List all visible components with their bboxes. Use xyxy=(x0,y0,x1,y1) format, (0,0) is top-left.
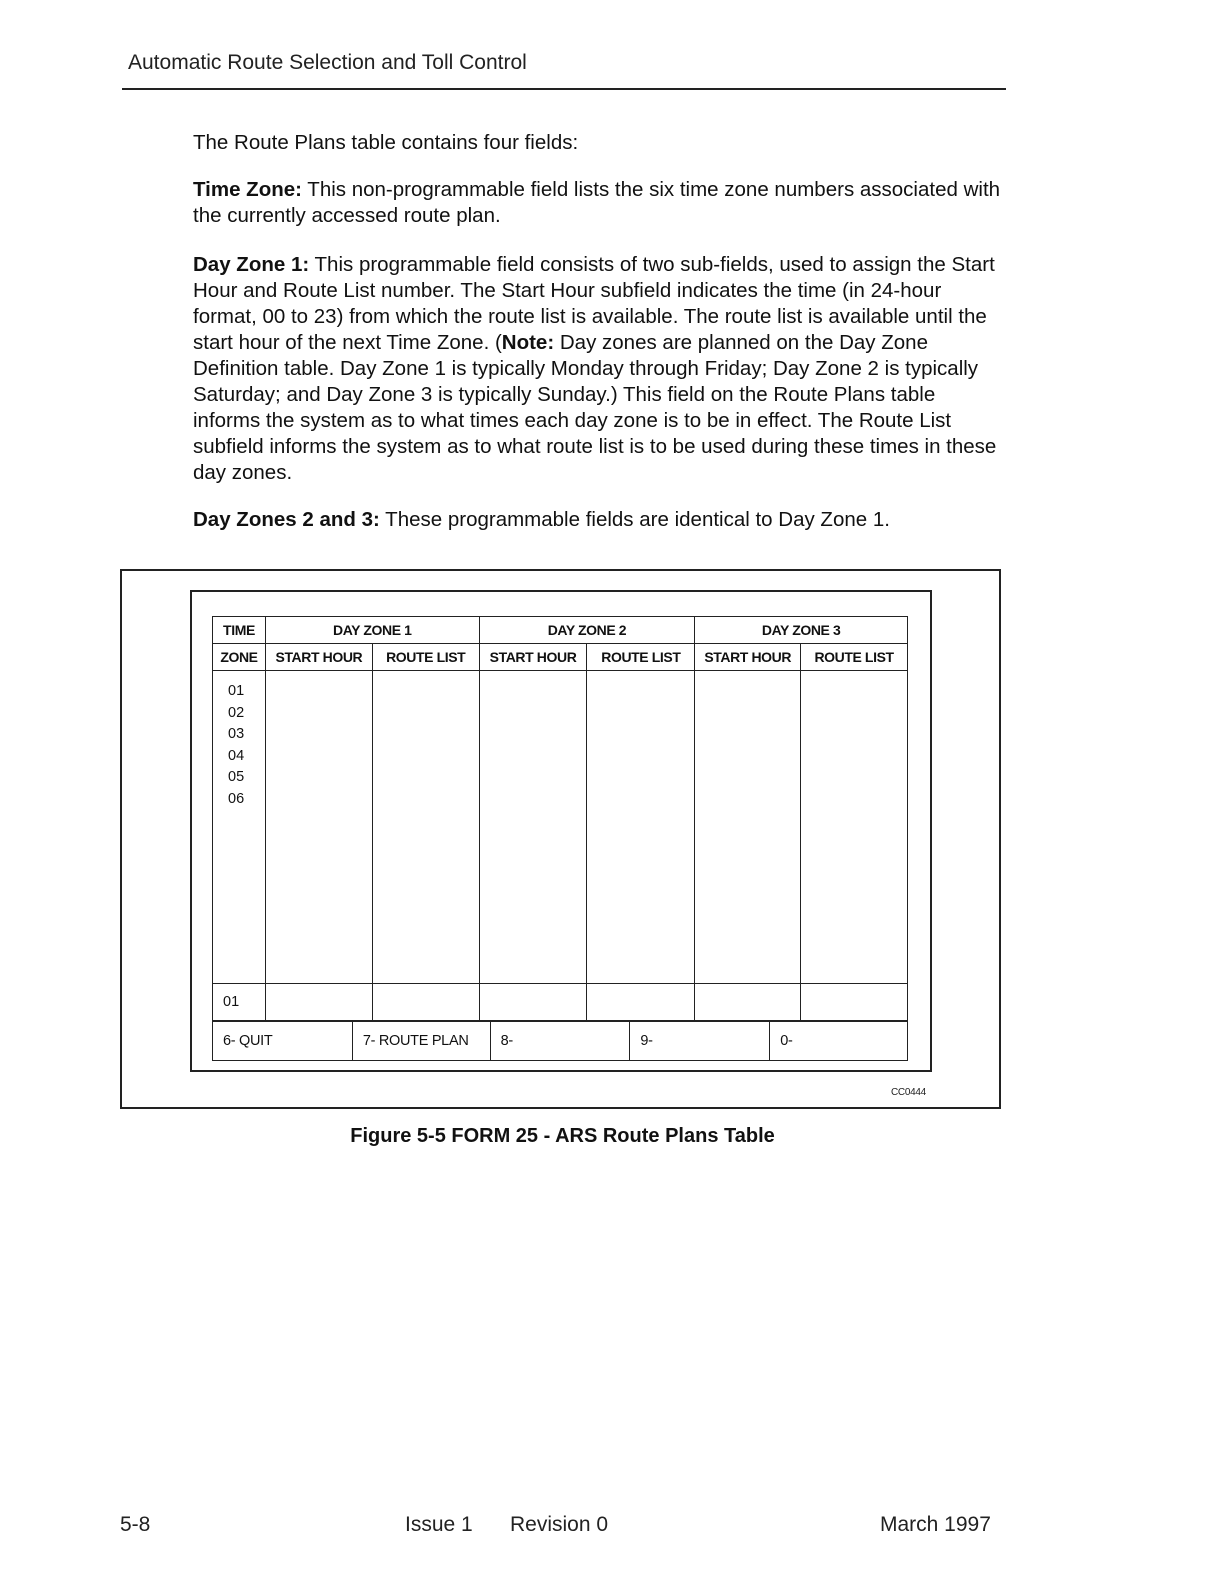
time-zone-paragraph xyxy=(193,177,1003,229)
day-zone-1-term: Day Zone 1: xyxy=(193,253,310,276)
figure-caption: Figure 5-5 FORM 25 - ARS Route Plans Table xyxy=(350,1125,775,1147)
dz1-start-hour-entry[interactable] xyxy=(265,984,372,1021)
time-zone-term: Time Zone: xyxy=(193,178,302,201)
header-row-1 xyxy=(213,617,908,644)
dz2-start-hour-header: START HOUR xyxy=(479,644,587,671)
dz3-start-hour-entry[interactable] xyxy=(695,984,801,1021)
publication-date: March 1997 xyxy=(880,1513,991,1536)
time-zone-item: 02 xyxy=(228,704,245,721)
time-zone-item: 01 xyxy=(228,683,245,699)
day-zone-1-description-a: This programmable field consists of two sub-fields, used to assign the Start Hour and Route List number. The Start Hour subfield indicates the time (in 24-hour format, 00 to 23) from which the route list is available. The route list is available until the start hour of the next Time Zone. ( xyxy=(193,253,995,354)
figure-code: CC0444 xyxy=(891,1087,926,1098)
zone-header: ZONE xyxy=(213,644,266,671)
running-header: Automatic Route Selection and Toll Control xyxy=(128,51,527,74)
dz1-route-list-entry[interactable] xyxy=(372,984,479,1021)
route-plan-key[interactable]: 7- ROUTE PLAN xyxy=(352,1022,490,1061)
dz1-route-list-column xyxy=(372,671,479,984)
day-zones-2-3-paragraph xyxy=(193,507,1003,533)
dz1-start-hour-header: START HOUR xyxy=(265,644,372,671)
time-zone-list xyxy=(213,671,266,984)
dz1-route-list-header: ROUTE LIST xyxy=(372,644,479,671)
day-zone-1-description-b: Day zones are planned on the Day Zone Definition table. Day Zone 1 is typically Monday through Friday; Day Zone 2 is typically Saturday; and Day Zone 3 is typically Sunday.) This field on the Route Plans table informs the system as to what times each day zone is to be in effect. The Route List subfield informs the system as to what route list is to be used during these times in these day zones. xyxy=(193,331,997,484)
dz1-start-hour-column xyxy=(265,671,372,984)
day-zone-1-header: DAY ZONE 1 xyxy=(265,617,479,644)
table-body-row xyxy=(213,671,908,984)
intro-paragraph: The Route Plans table contains four fields: xyxy=(193,131,579,154)
entry-row xyxy=(213,984,908,1021)
day-zone-2-header: DAY ZONE 2 xyxy=(479,617,695,644)
dz3-route-list-header: ROUTE LIST xyxy=(801,644,908,671)
day-zones-2-3-term: Day Zones 2 and 3: xyxy=(193,508,380,531)
time-zone-item: 05 xyxy=(228,769,245,785)
function-key-9[interactable]: 9- xyxy=(630,1022,770,1061)
entry-time-zone: 01 xyxy=(213,984,266,1021)
time-zone-item: 03 xyxy=(228,726,245,742)
day-zone-3-header: DAY ZONE 3 xyxy=(695,617,908,644)
quit-key[interactable]: 6- QUIT xyxy=(213,1022,353,1061)
function-key-0[interactable]: 0- xyxy=(770,1022,908,1061)
function-key-bar xyxy=(212,1021,908,1061)
time-zone-item: 06 xyxy=(228,790,245,807)
route-plans-form-table xyxy=(212,616,908,1021)
function-key-8[interactable]: 8- xyxy=(490,1022,630,1061)
dz3-route-list-column xyxy=(801,671,908,984)
dz2-route-list-entry[interactable] xyxy=(587,984,695,1021)
dz2-start-hour-entry[interactable] xyxy=(479,984,587,1021)
dz3-start-hour-column xyxy=(695,671,801,984)
day-zones-2-3-description: These programmable fields are identical to Day Zone 1. xyxy=(379,508,890,531)
issue-label: Issue 1 xyxy=(405,1513,473,1536)
dz2-route-list-column xyxy=(587,671,695,984)
day-zone-1-paragraph xyxy=(193,252,1003,486)
time-zone-item: 04 xyxy=(228,747,245,764)
note-term: Note: xyxy=(501,331,555,354)
time-header: TIME xyxy=(213,617,266,644)
revision-label: Revision 0 xyxy=(510,1513,609,1536)
page-number: 5-8 xyxy=(120,1513,151,1536)
header-rule xyxy=(122,88,1006,90)
dz3-route-list-entry[interactable] xyxy=(801,984,908,1021)
header-row-2 xyxy=(213,644,908,671)
dz3-start-hour-header: START HOUR xyxy=(695,644,801,671)
dz2-start-hour-column xyxy=(479,671,587,984)
time-zone-description: This non-programmable field lists the six time zone numbers associated with the currently accessed route plan. xyxy=(193,178,1001,227)
dz2-route-list-header: ROUTE LIST xyxy=(587,644,695,671)
